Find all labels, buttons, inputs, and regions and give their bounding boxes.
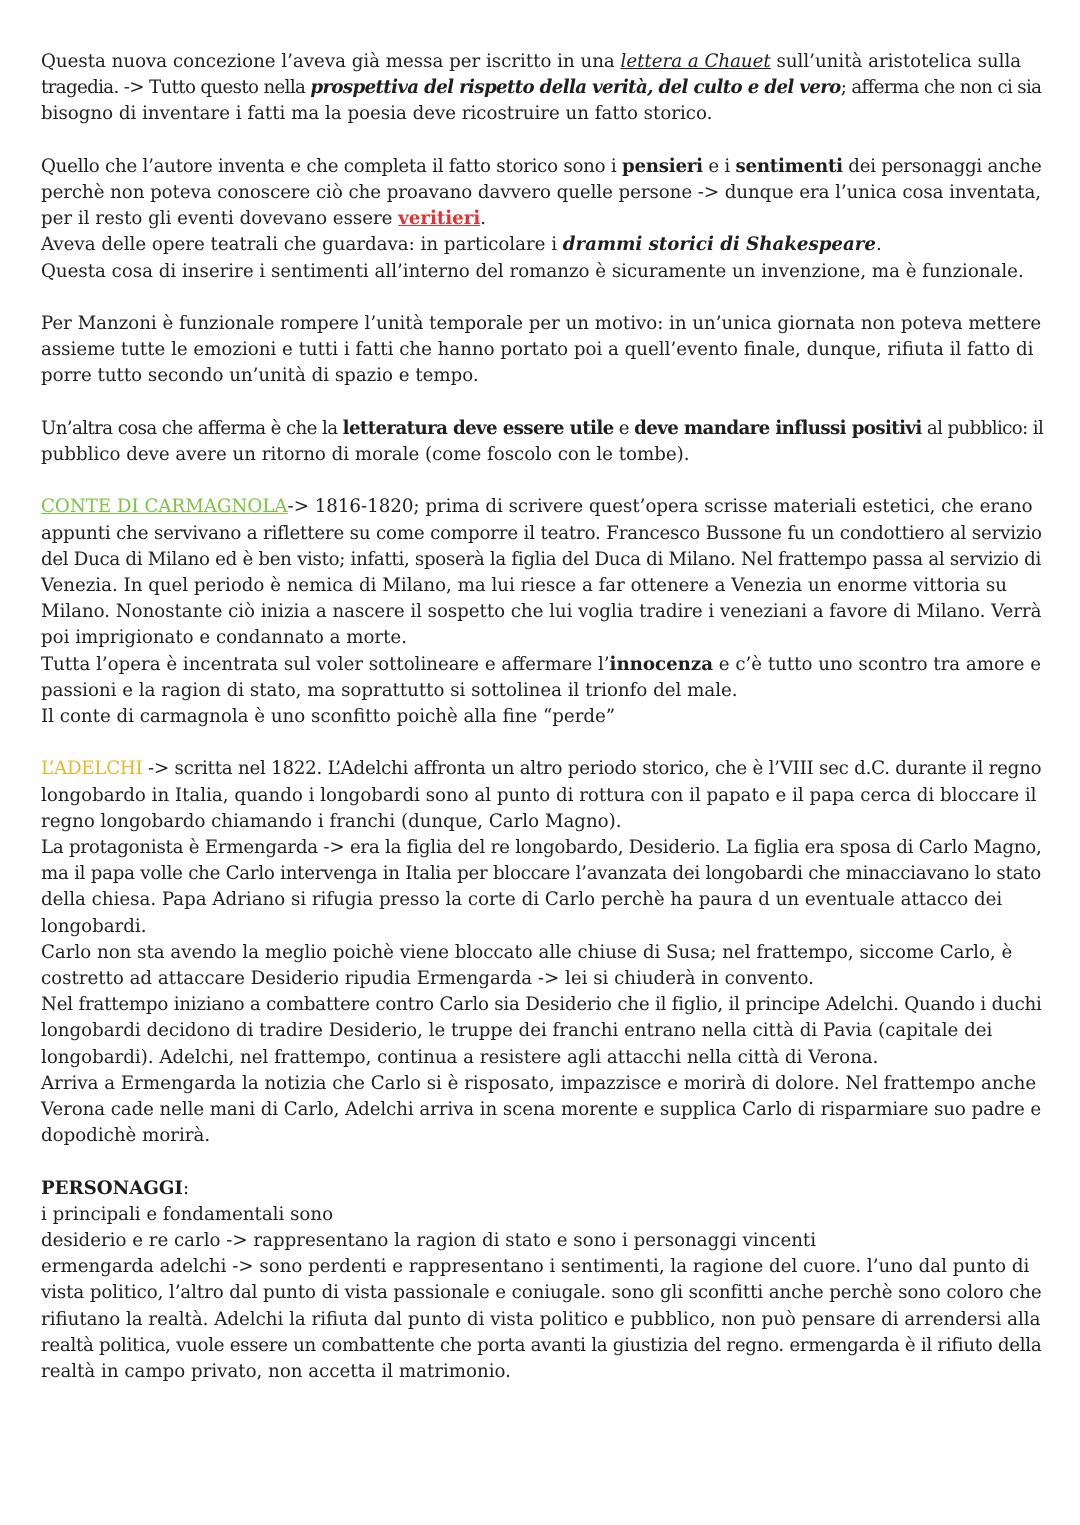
text-line: Arriva a Ermengarda la notizia che Carlo si è risposato, impazzisce e morirà di dolore. Nel frattempo anche (41, 1072, 1037, 1094)
text-line: pubblico deve avere un ritorno di morale (come foscolo con le tombe). (41, 444, 690, 465)
veritieri-highlight: veritieri (398, 208, 481, 230)
text-line: assieme tutte le emozioni e tutti i fatti che hanno portato poi a quell’evento finale, dunque, rifiuta il fatto di (41, 339, 1034, 361)
emphasis-text: prospettiva del rispetto della verità, del culto e del vero (310, 77, 841, 99)
text-run: ; afferma che non ci sia (840, 77, 1042, 99)
paragraph-letteratura-utile (41, 416, 1044, 468)
text-line: ma il papa volle che Carlo intervenga in Italia per bloccare l’avanzata dei longobardi che minacciavano lo stato (41, 863, 1041, 885)
text-line: Milano. Nonostante ciò inizia a nascere il sospetto che lui voglia tradire i veneziani a favore di Milano. Verrà (41, 601, 1042, 623)
text-run: e (613, 417, 635, 439)
text-run: Un’altra cosa che afferma è che la (41, 417, 343, 439)
bold-text: pensieri (622, 155, 703, 177)
text-run: e i (702, 155, 736, 177)
section-title-carmagnola: CONTE DI CARMAGNOLA (41, 496, 288, 518)
text-run: : (182, 1177, 190, 1199)
bold-text: deve mandare influssi positivi (634, 417, 922, 439)
text-run: Quello che l’autore inventa e che completa il fatto storico sono i (41, 155, 622, 177)
text-line: desiderio e re carlo -> rappresentano la ragion di stato e sono i personaggi vincenti (41, 1230, 817, 1252)
text-line: regno longobardo chiamando i franchi (dunque, Carlo Magno). (41, 810, 622, 832)
text-run: al pubblico: il (921, 417, 1044, 439)
text-run: -> scritta nel 1822. L’Adelchi affronta un altro periodo storico, che è l’VIII sec d.C. durante il regno (142, 758, 1042, 780)
text-line: longobardo in Italia, quando i longobardi sono al punto di rottura con il papato e il papa cerca di bloccare il (41, 784, 1037, 806)
text-line (41, 756, 1041, 782)
paragraph-invenzione (41, 154, 1041, 285)
text-line (41, 206, 1041, 232)
text-line: costretto ad attaccare Desiderio ripudia Ermengarda -> lei si chiuderà in convento. (41, 968, 814, 990)
paragraph-lettera-chauet (41, 49, 1041, 128)
text-run: Aveva delle opere teatrali che guardava: in particolare i (41, 234, 563, 256)
text-line: Venezia. In quel periodo è nemica di Milano, ma lui riesce a far ottenere a Venezia un enorme vittoria su (41, 575, 1007, 596)
text-line: Questa cosa di inserire i sentimenti all’interno del romanzo è sicuramente un invenzione, ma è funzionale. (41, 260, 1024, 282)
text-line: appunti che servivano a riflettere su come comporre il teatro. Francesco Bussone fu un condottiero al servizio (41, 522, 1042, 544)
text-line: i principali e fondamentali sono (41, 1203, 334, 1225)
text-run: -> 1816-1820; prima di scrivere quest’opera scrisse materiali estetici, che erano (287, 496, 1033, 518)
text-line: del Duca di Milano ed è ben visto; infatti, sposerà la figlia del Duca di Milano. Nel frattempo passa al servizio di (41, 548, 1042, 570)
emphasis-text: drammi storici di Shakespeare (562, 234, 876, 256)
paragraph-unita-temporale (41, 311, 1041, 390)
text-line: Verona cade nelle mani di Carlo, Adelchi arriva in scena morente e supplica Carlo di risparmiare suo padre e (41, 1099, 1042, 1121)
text-line (41, 416, 1044, 442)
text-line: realtà in campo privato, non accetta il matrimonio. (41, 1361, 511, 1383)
text-line: porre tutto secondo un’unità di spazio e tempo. (41, 365, 479, 387)
text-line (41, 1176, 1041, 1202)
text-line: La protagonista è Ermengarda -> era la figlia del re longobardo, Desiderio. La figlia era sposa di Carlo Magno, (41, 837, 1042, 859)
text-line: Carlo non sta avendo la meglio poichè viene bloccato alle chiuse di Susa; nel frattempo, siccome Carlo, è (41, 941, 1013, 963)
text-run: tragedia. -> Tutto questo nella (41, 77, 311, 99)
text-line: della chiesa. Papa Adriano si rifugia presso la corte di Carlo perchè ha paura d un eventuale attacco dei (41, 889, 1003, 911)
section-conte-di-carmagnola (41, 494, 1041, 730)
text-line (41, 494, 1041, 520)
text-run: . (875, 234, 882, 256)
text-line: longobardi decidono di tradire Desiderio, le truppe dei franchi entrano nella città di Pavia (capitale dei (41, 1020, 993, 1042)
text-run: per il resto gli eventi dovevano essere (41, 208, 399, 230)
text-line (41, 75, 1041, 101)
text-line (41, 49, 1041, 75)
bold-text: letteratura deve essere utile (342, 417, 614, 439)
text-line (41, 652, 1041, 678)
text-run: e c’è tutto uno scontro tra amore e (713, 653, 1041, 675)
section-personaggi (41, 1176, 1041, 1386)
section-title-adelchi: L’ADELCHI (41, 758, 143, 780)
text-run: dei personaggi anche (842, 155, 1042, 177)
text-run: sull’unità aristotelica sulla (770, 51, 1022, 72)
text-line: poi imprigionato e condannato a morte. (41, 627, 407, 649)
text-run: Questa nuova concezione l’aveva già messa per iscritto in una (41, 51, 621, 72)
text-line: Il conte di carmagnola è uno sconfitto poichè alla fine “perde” (41, 706, 616, 728)
text-line: Per Manzoni è funzionale rompere l’unità temporale per un motivo: in un’unica giornata non poteva mettere (41, 313, 1042, 334)
bold-text: innocenza (609, 653, 714, 675)
text-run: Tutta l’opera è incentrata sul voler sottolineare e affermare l’ (41, 653, 610, 675)
text-run: . (480, 208, 487, 230)
text-line: rifiutano la realtà. Adelchi la rifiuta dal punto di vista politico e pubblico, non può pensare di arrendersi alla (41, 1308, 1041, 1330)
lettera-chauet-link[interactable]: lettera a Chauet (620, 51, 771, 72)
text-line: dopodichè morirà. (41, 1125, 211, 1147)
text-line: passioni e la ragion di stato, ma soprattutto si sottolinea il trionfo del male. (41, 679, 738, 701)
notes-page (41, 49, 1044, 1385)
text-line: perchè non poteva conoscere ciò che proavano davvero quelle persone -> dunque era l’unica cosa inventata, (41, 182, 1041, 203)
section-title-personaggi: PERSONAGGI (41, 1177, 183, 1199)
section-adelchi (41, 756, 1041, 1149)
text-line: bisogno di inventare i fatti ma la poesia deve ricostruire un fatto storico. (41, 103, 713, 125)
text-line: vista politico, l’altro dal punto di vista passionale e coniugale. sono gli sconfitti anche perchè sono coloro che (41, 1282, 1042, 1304)
text-line (41, 232, 1041, 258)
bold-text: sentimenti (735, 155, 843, 177)
text-line (41, 154, 1041, 180)
text-line: longobardi). Adelchi, nel frattempo, continua a resistere agli attacchi nella città di Verona. (41, 1046, 879, 1068)
text-line: Nel frattempo iniziano a combattere contro Carlo sia Desiderio che il figlio, il principe Adelchi. Quando i duchi (41, 994, 1042, 1016)
text-line: longobardi. (41, 915, 147, 937)
text-line: realtà politica, vuole essere un combattente che porta avanti la giustizia del regno. ermengarda è il rifiuto della (41, 1334, 1042, 1356)
text-line: ermengarda adelchi -> sono perdenti e rappresentano i sentimenti, la ragione del cuore. l’uno dal punto di (41, 1256, 1030, 1278)
